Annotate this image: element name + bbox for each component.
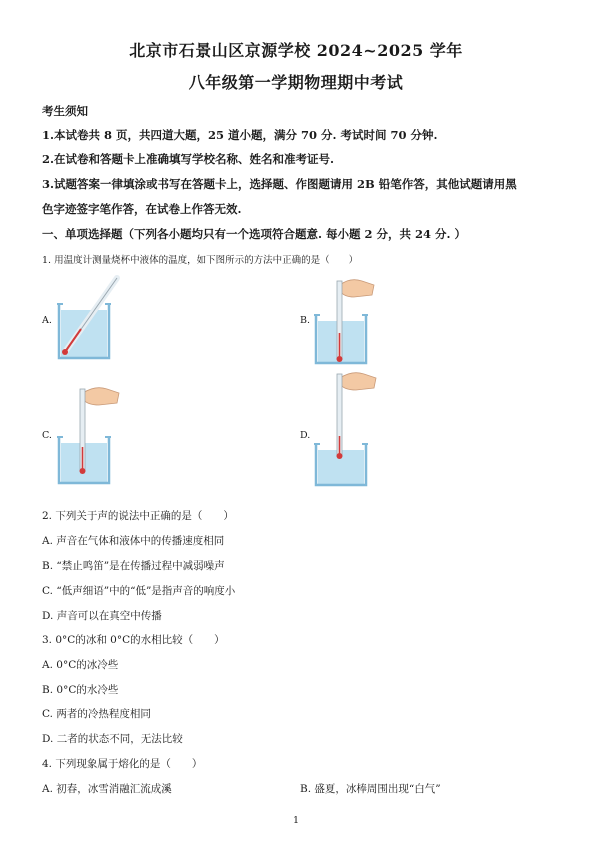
notice-item: 3.试题答案一律填涂或书写在答题卡上，选择题、作图题请用 2B 铅笔作答，其他试题请用黑 [42, 177, 517, 191]
q2-option-a: A. 声音在气体和液体中的传播速度相同 [42, 535, 225, 547]
q1-figure-d-thermometer-in-beaker [310, 370, 385, 490]
exam-title-line1: 北京市石景山区京源学校 2024~2025 学年 [129, 41, 463, 60]
q1-option-d-label: D. [300, 430, 311, 441]
q1-figure-b-thermometer-in-beaker [310, 275, 385, 370]
exam-title-line2: 八年级第一学期物理期中考试 [188, 73, 404, 92]
q1-figure-a-thermometer-in-beaker [55, 270, 130, 365]
q2-option-d: D. 声音可以在真空中传播 [42, 610, 162, 622]
question-1-stem: 1. 用温度计测量烧杯中液体的温度，如下图所示的方法中正确的是（ ） [42, 255, 359, 266]
q3-option-d: D. 二者的状态不同，无法比较 [42, 733, 183, 745]
q1-option-a-label: A. [42, 315, 52, 326]
q4-option-a: A. 初春，冰雪消融汇流成溪 [42, 783, 172, 795]
question-2-stem: 2. 下列关于声的说法中正确的是（ ） [42, 510, 234, 522]
q1-option-c-label: C. [42, 430, 52, 441]
q3-option-b: B. 0°C的水冷些 [42, 684, 119, 696]
q1-figure-c-thermometer-in-beaker [55, 385, 130, 490]
notice-item: 色字迹签字笔作答，在试卷上作答无效. [42, 202, 242, 216]
section-heading: 一、单项选择题（下列各小题均只有一个选项符合题意. 每小题 2 分，共 24 分. ） [42, 227, 467, 241]
q2-option-b: B. “禁止鸣笛”是在传播过程中减弱噪声 [42, 560, 225, 572]
question-3-stem: 3. 0°C的冰和 0°C的水相比较（ ） [42, 634, 225, 646]
q3-option-a: A. 0°C的冰冷些 [42, 659, 119, 671]
q1-option-b-label: B. [300, 315, 311, 326]
q3-option-c: C. 两者的冷热程度相同 [42, 708, 151, 720]
question-4-stem: 4. 下列现象属于熔化的是（ ） [42, 758, 203, 770]
page-number: 1 [292, 815, 300, 826]
q4-option-b: B. 盛夏，冰棒周围出现“白气” [300, 783, 441, 795]
notice-item: 1.本试卷共 8 页，共四道大题，25 道小题，满分 70 分. 考试时间 70 分钟. [42, 128, 438, 142]
notice-item: 2.在试卷和答题卡上准确填写学校名称、姓名和准考证号. [42, 152, 335, 166]
q2-option-c: C. “低声细语”中的“低”是指声音的响度小 [42, 585, 236, 597]
notice-heading: 考生须知 [42, 104, 88, 118]
